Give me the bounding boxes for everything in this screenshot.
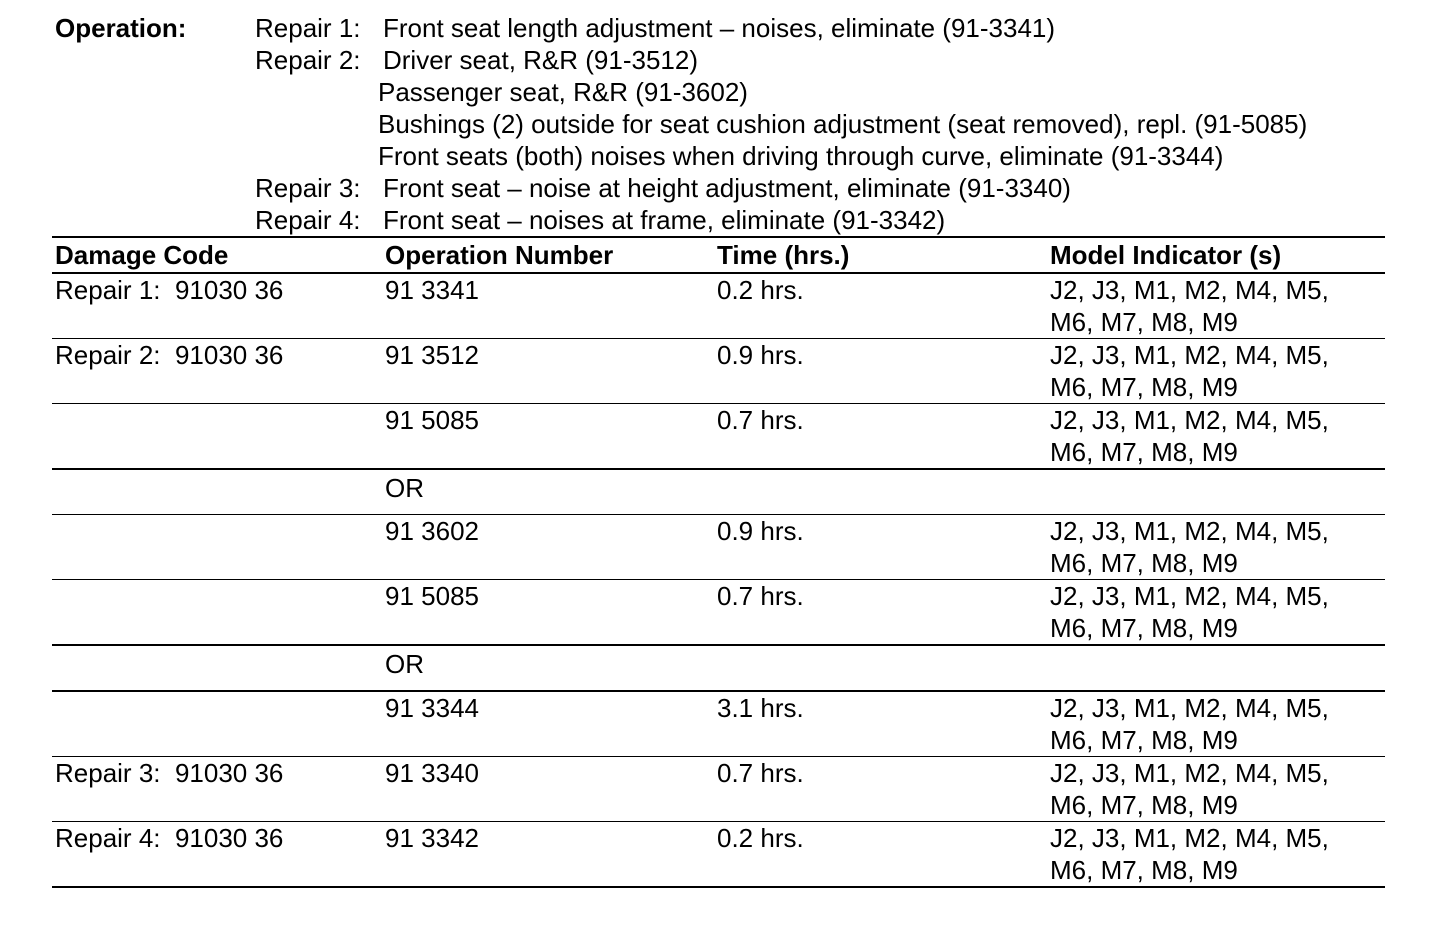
operation-number-cell: 91 3602 xyxy=(385,515,717,580)
model-indicator-line: J2, J3, M1, M2, M4, M5, xyxy=(1050,823,1329,853)
table-row xyxy=(52,580,1385,646)
operation-repair-label: Repair 1: xyxy=(255,13,361,43)
model-indicator-line: J2, J3, M1, M2, M4, M5, xyxy=(1050,758,1329,788)
time-cell: 0.9 hrs. xyxy=(717,339,1050,404)
table-row xyxy=(52,757,1385,822)
time-cell: 0.9 hrs. xyxy=(717,515,1050,580)
time-cell: 0.7 hrs. xyxy=(717,580,1050,646)
table-row xyxy=(52,515,1385,580)
damage-code-cell xyxy=(52,515,385,580)
operation-number-cell: 91 5085 xyxy=(385,404,717,470)
damage-code-cell: Repair 1: 91030 36 xyxy=(55,275,284,305)
damage-code-cell: Repair 3: 91030 36 xyxy=(52,757,385,822)
operation-repair-label: Repair 2: xyxy=(255,45,361,75)
time-cell: 3.1 hrs. xyxy=(717,691,1050,757)
table-row xyxy=(52,404,1385,470)
operation-number-cell: OR xyxy=(385,645,717,691)
operation-line-text: Bushings (2) outside for seat cushion adjustment (seat removed), repl. (91-5085) xyxy=(378,109,1308,139)
header-time: Time (hrs.) xyxy=(717,237,1050,273)
damage-code-cell xyxy=(52,404,385,470)
model-indicator-line: J2, J3, M1, M2, M4, M5, xyxy=(1050,275,1329,305)
model-indicator-cell xyxy=(1050,645,1385,691)
operation-line-text: Front seat – noise at height adjustment, eliminate (91-3340) xyxy=(383,173,1071,203)
time-cell: 0.2 hrs. xyxy=(717,822,1050,888)
table-row xyxy=(52,691,1385,757)
operation-label: Operation: xyxy=(55,13,187,43)
time-cell: 0.7 hrs. xyxy=(717,404,1050,470)
model-indicator-cell xyxy=(1050,822,1385,888)
model-indicator-line: M6, M7, M8, M9 xyxy=(1050,548,1238,578)
operation-line-text: Passenger seat, R&R (91-3602) xyxy=(378,77,748,107)
damage-code-cell xyxy=(52,580,385,646)
operation-number-cell: 91 3342 xyxy=(385,822,717,888)
model-indicator-line: J2, J3, M1, M2, M4, M5, xyxy=(1050,581,1329,611)
model-indicator-line: J2, J3, M1, M2, M4, M5, xyxy=(1050,405,1329,435)
model-indicator-cell xyxy=(1050,469,1385,515)
time-cell xyxy=(717,469,1050,515)
operation-line-text: Front seats (both) noises when driving through curve, eliminate (91-3344) xyxy=(378,141,1224,171)
operation-number-cell: 91 3344 xyxy=(385,691,717,757)
operation-repair-label: Repair 3: xyxy=(255,173,361,203)
model-indicator-cell xyxy=(1050,404,1385,470)
damage-code-cell xyxy=(52,469,385,515)
time-cell: 0.2 hrs. xyxy=(717,275,804,305)
operation-number-cell: 91 3512 xyxy=(385,339,717,404)
operation-line-text: Front seat length adjustment – noises, eliminate (91-3341) xyxy=(383,13,1056,43)
header-model-indicator: Model Indicator (s) xyxy=(1050,237,1385,273)
damage-code-cell: Repair 2: 91030 36 xyxy=(52,339,385,404)
model-indicator-line: M6, M7, M8, M9 xyxy=(1050,613,1238,643)
model-indicator-cell xyxy=(1050,580,1385,646)
operation-line-text: Front seat – noises at frame, eliminate (91-3342) xyxy=(383,205,946,235)
time-cell: 0.7 hrs. xyxy=(717,757,1050,822)
model-indicator-line: J2, J3, M1, M2, M4, M5, xyxy=(1050,693,1329,723)
operation-repair-label: Repair 4: xyxy=(255,205,361,235)
damage-code-cell: Repair 4: 91030 36 xyxy=(52,822,385,888)
table-row xyxy=(52,273,1385,339)
damage-code-cell xyxy=(52,691,385,757)
model-indicator-line: M6, M7, M8, M9 xyxy=(1050,790,1238,820)
model-indicator-cell xyxy=(1050,691,1385,757)
table-row-or xyxy=(52,469,1385,515)
operation-number-cell: 91 3340 xyxy=(385,757,717,822)
table-row xyxy=(52,339,1385,404)
model-indicator-cell xyxy=(1050,757,1385,822)
operation-number-cell: 91 5085 xyxy=(385,580,717,646)
model-indicator-line: J2, J3, M1, M2, M4, M5, xyxy=(1050,516,1329,546)
table-row xyxy=(52,822,1385,888)
table-row-or xyxy=(52,645,1385,691)
model-indicator-cell xyxy=(1050,515,1385,580)
model-indicator-line: M6, M7, M8, M9 xyxy=(1050,725,1238,755)
header-operation-number: Operation Number xyxy=(385,237,717,273)
model-indicator-line: J2, J3, M1, M2, M4, M5, xyxy=(1050,340,1329,370)
time-cell xyxy=(717,645,1050,691)
model-indicator-line: M6, M7, M8, M9 xyxy=(1050,307,1238,337)
table-header-row xyxy=(52,237,1385,273)
model-indicator-line: M6, M7, M8, M9 xyxy=(1050,372,1238,402)
model-indicator-cell xyxy=(1050,273,1385,339)
operation-number-cell: 91 3341 xyxy=(385,275,479,305)
model-indicator-line: M6, M7, M8, M9 xyxy=(1050,855,1238,885)
operations-table xyxy=(52,236,1385,888)
operation-line-text: Driver seat, R&R (91-3512) xyxy=(383,45,698,75)
damage-code-cell xyxy=(52,645,385,691)
model-indicator-line: M6, M7, M8, M9 xyxy=(1050,437,1238,467)
operation-number-cell: OR xyxy=(385,469,717,515)
model-indicator-cell xyxy=(1050,339,1385,404)
header-damage-code: Damage Code xyxy=(52,237,385,273)
